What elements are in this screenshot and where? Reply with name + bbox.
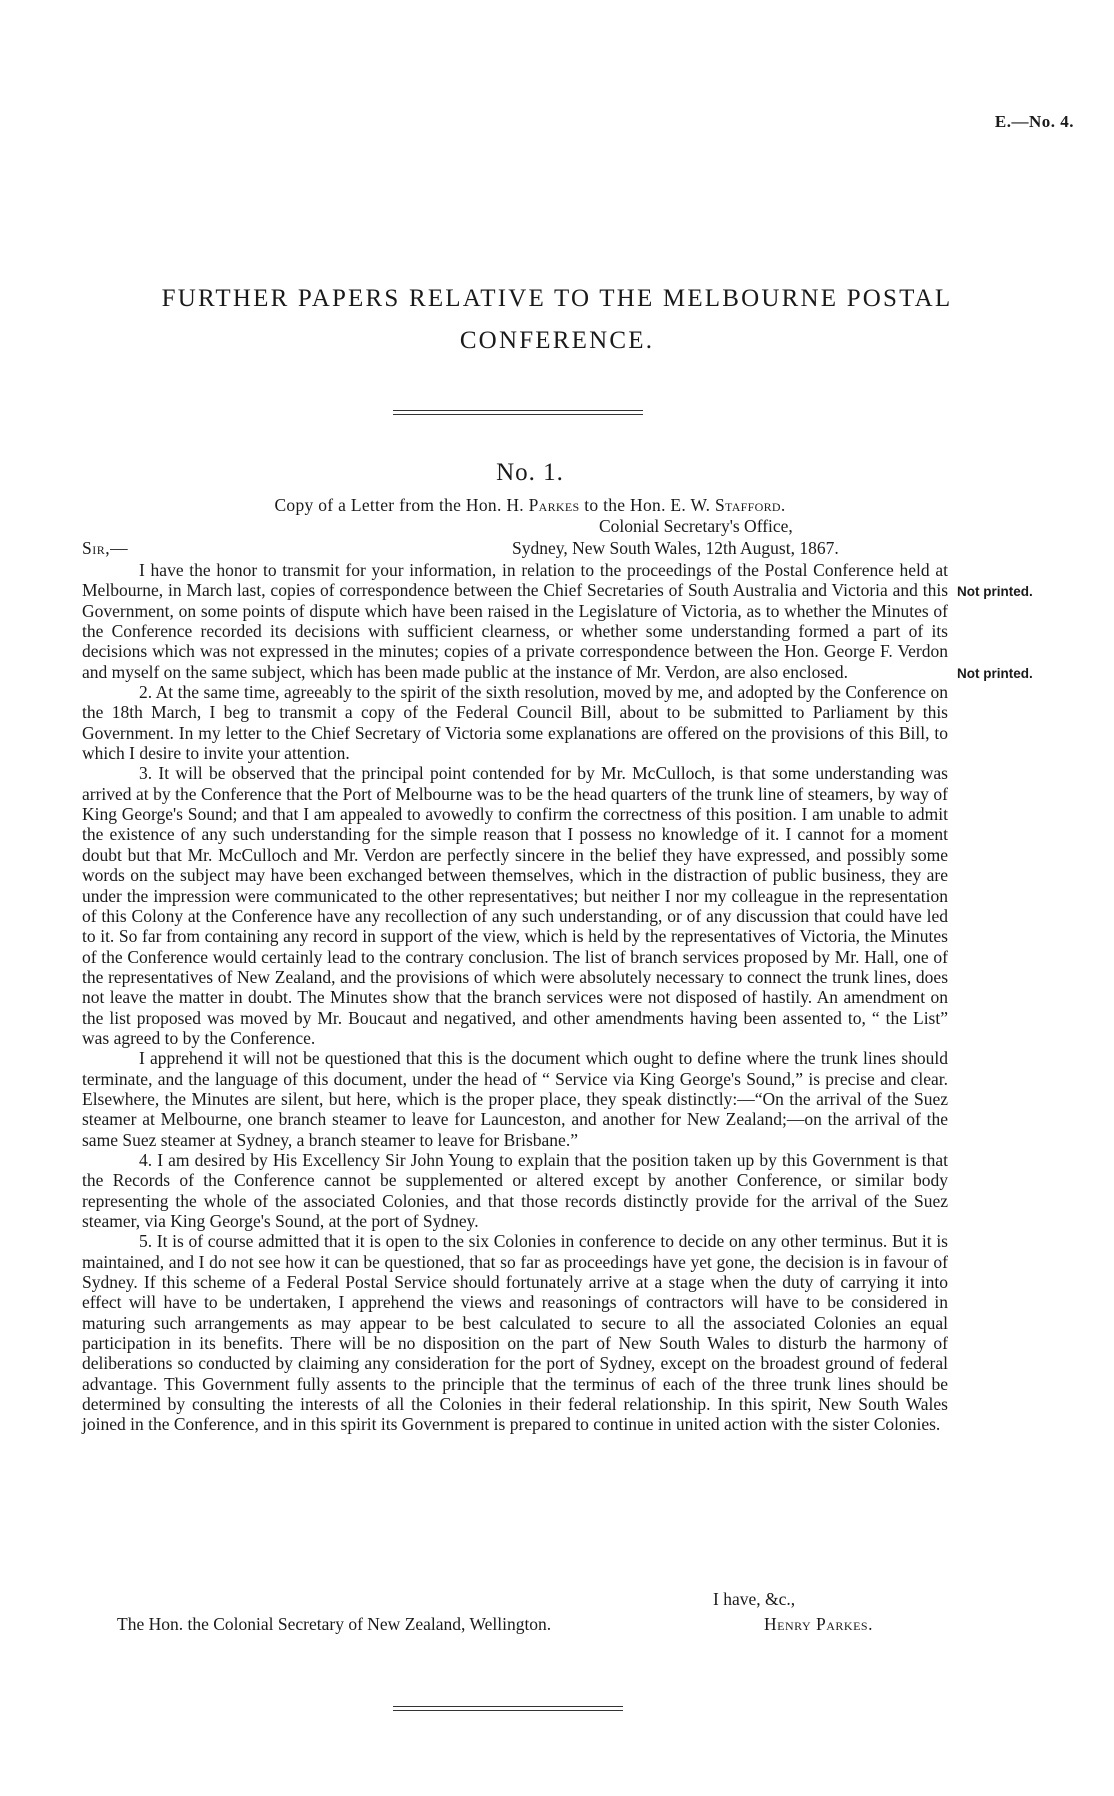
- paragraph: 3. It will be observed that the principal point contended for by Mr. McCulloch, is that some understanding was arrived at by the Conference that the Port of Melbourne was to be the head quarters of the trunk line of steamers, by way of King George's Sound; and that I am appealed to avowedly to confirm the correctness of this position. I am unable to admit the existence of any such understanding for the simple reason that I possess no knowledge of it. I cannot for a moment doubt but that Mr. McCulloch and Mr. Verdon are perfectly sincere in the belief they have expressed, and possibly some words on the subject may have been exchanged between themselves, which in the distraction of public business, they are under the impression were communicated to the other representatives; but neither I nor my colleague in the representation of this Colony at the Conference have any recollection of any such understanding, or of any discussion that could have led to it. So far from containing any record in support of the view, which is held by the representatives of Victoria, the Minutes of the Conference would certainly lead to the contrary conclusion. The list of branch services proposed by Mr. Hall, one of the representatives of New Zealand, and the provisions of which were absolutely necessary to connect the trunk lines, does not leave the matter in doubt. The Minutes show that the branch services were not disposed of hastily. An amendment on the list proposed was moved by Mr. Boucaut and negatived, and other amendments having been assented to, “ the List” was agreed to by the Conference.: [82, 763, 948, 1048]
- salutation: [82, 538, 128, 559]
- letter-body: [82, 560, 948, 1435]
- closing-divider: [393, 1706, 623, 1711]
- salutation-text: Sir,—: [82, 538, 129, 558]
- caption-from: Parkes: [528, 495, 580, 515]
- document-reference: E.—No. 4.: [994, 112, 1074, 131]
- margin-note: Not printed.: [957, 584, 1033, 599]
- caption-prefix: Copy of a Letter from the Hon. H.: [274, 495, 524, 515]
- caption-end: .: [780, 495, 786, 515]
- paragraph: 2. At the same time, agreeably to the spirit of the sixth resolution, moved by me, and adopted by the Conference on the 18th March, I beg to transmit a copy of the Federal Council Bill, about to be submitted to Parliament by this Government. In my letter to the Chief Secretary of Victoria some explanations are offered on the provisions of this Bill, to which I desire to invite your attention.: [82, 682, 948, 764]
- sender-office: Colonial Secretary's Office,: [599, 516, 793, 536]
- dateline: Sydney, New South Wales, 12th August, 1867.: [512, 538, 839, 558]
- closing: I have, &c.,: [713, 1589, 796, 1609]
- caption-to: Stafford: [715, 495, 781, 515]
- title-divider: [393, 410, 643, 415]
- paragraph: I have the honor to transmit for your information, in relation to the proceedings of the Postal Conference held at Melbourne, in March last, copies of correspondence between the Chief Secretaries of South Australia and Victoria and this Government, on some points of dispute which have been raised in the Legislature of Victoria, as to whether the Minutes of the Conference recorded its decisions with sufficient clearness, or whether some understanding formed a part of its decisions which was not expressed in the minutes; copies of a private correspondence between the Hon. George F. Verdon and myself on the same subject, which has been made public at the instance of Mr. Verdon, are also enclosed.: [82, 560, 948, 682]
- margin-note: Not printed.: [957, 666, 1033, 681]
- signature: Henry Parkes.: [764, 1614, 873, 1634]
- paragraph: 4. I am desired by His Excellency Sir John Young to explain that the position taken up by this Government is that the Records of the Conference cannot be supplemented or altered except by another Conference, or similar body representing the whole of the associated Colonies, and that those records distinctly provide for the arrival of the Suez steamer, via King George's Sound, at the port of Sydney.: [82, 1149, 948, 1231]
- addressee: The Hon. the Colonial Secretary of New Zealand, Wellington.: [117, 1614, 552, 1634]
- paragraph: I apprehend it will not be questioned that this is the document which ought to define where the trunk lines should terminate, and the language of this document, under the head of “ Service via King George's Sound,” is precise and clear. Elsewhere, the Minutes are silent, but here, which is the proper place, they speak distinctly:—“On the arrival of the Suez steamer at Melbourne, one branch steamer to leave for Launceston, and another for New Zealand;—on the arrival of the same Suez steamer at Sydney, a branch steamer to leave for Brisbane.”: [82, 1048, 948, 1150]
- page-title: FURTHER PAPERS RELATIVE TO THE MELBOURNE POSTAL CONFERENCE.: [161, 285, 953, 354]
- document-number: No. 1.: [496, 459, 564, 486]
- caption-mid: to the Hon. E. W.: [584, 495, 711, 515]
- letter-caption: [0, 495, 1060, 516]
- paragraph: 5. It is of course admitted that it is open to the six Colonies in conference to decide on any other terminus. But it is maintained, and I do not see how it can be questioned, that so far as proceedings have yet gone, the decision is in favour of Sydney. If this scheme of a Federal Postal Service should fortunately arrive at a stage when the duty of carrying it into effect will have to be undertaken, I apprehend the views and reasonings of contractors will have to be considered in maturing such arrangements as may appear to be best calculated to secure to all the associated Colonies an equal participation in its benefits. There will be no disposition on the part of New South Wales to disturb the harmony of deliberations so conducted by claiming any consideration for the port of Sydney, except on the broadest ground of federal advantage. This Government fully assents to the principle that the terminus of each of the three trunk lines should be determined by consulting the interests of all the Colonies in their federal relationship. In this spirit, New South Wales joined in the Conference, and in this spirit its Government is prepared to continue in united action with the sister Colonies.: [82, 1231, 948, 1435]
